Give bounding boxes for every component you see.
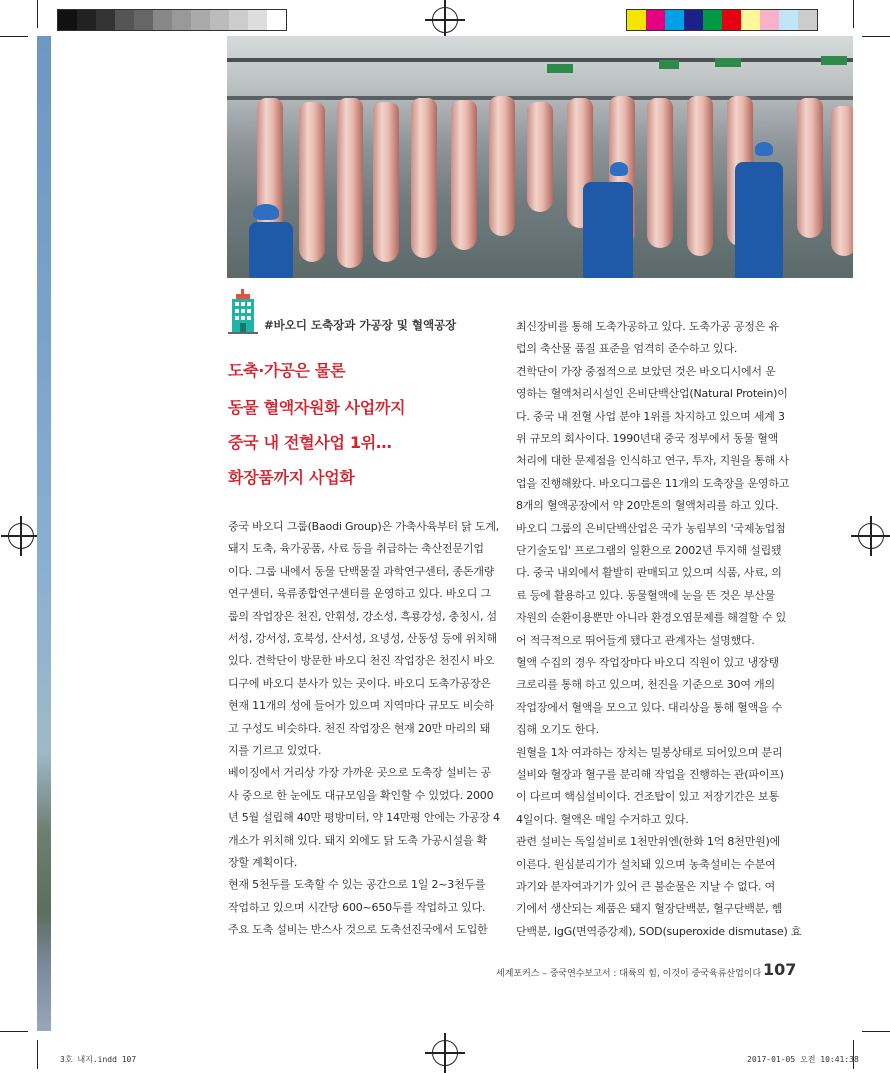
body-text-line: 있다. 견학단이 방문한 바오디 천진 작업장은 천진시 바오 bbox=[228, 654, 495, 668]
facing-page-photo-strip bbox=[37, 36, 51, 1031]
body-text-line: 개소가 위치해 있다. 돼지 외에도 닭 도축 가공시설을 확 bbox=[228, 833, 488, 847]
body-text-line: 현재 5천두를 도축할 수 있는 공간으로 1일 2~3천두를 bbox=[228, 878, 486, 892]
body-text-line: 업을 진행해왔다. 바오디그룹은 11개의 도축장을 운영하고 bbox=[516, 476, 790, 490]
photo-sign bbox=[547, 64, 573, 73]
page-number: 107 bbox=[763, 960, 797, 979]
body-text-line: 위 규모의 회사이다. 1990년대 중국 정부에서 동물 혈액 bbox=[516, 432, 779, 445]
body-text-line: 8개의 혈액공장에서 약 20만톤의 혈액처리를 하고 있다. bbox=[516, 499, 779, 513]
worker bbox=[583, 182, 633, 278]
body-text-line: 자원의 순환이용뿐만 아니라 환경오염문제를 해결할 수 있 bbox=[516, 611, 787, 625]
body-text-line: 원혈을 1차 여과하는 장치는 밀봉상태로 되어있으며 분리 bbox=[516, 745, 783, 759]
body-text-line: 디구에 바오디 분사가 있는 곳이다. 바오디 도축가공장은 bbox=[228, 676, 491, 690]
headline-line: 동물 혈액자원화 사업까지 bbox=[228, 398, 406, 417]
carcass bbox=[411, 98, 437, 258]
headline-line: 도축·가공은 물론 bbox=[228, 361, 346, 380]
carcass bbox=[373, 102, 399, 262]
worker-cap bbox=[755, 142, 773, 156]
body-text-line: 사 중으로 한 눈에도 대규모임을 확인할 수 있었다. 2000 bbox=[228, 788, 494, 802]
body-text-line: 서성, 강서성, 호북성, 산서성, 요녕성, 산동성 등에 위치해 bbox=[228, 632, 497, 645]
slaughterhouse-photo bbox=[227, 36, 853, 278]
body-text-line: 과기와 분자여과기가 있어 큰 불순물은 지날 수 없다. 여 bbox=[516, 880, 776, 893]
slug-file-info: 3호 내지.indd 107 bbox=[60, 1055, 137, 1064]
body-text-line: 단기술도입' 프로그램의 일환으로 2002년 투지해 설립됐 bbox=[516, 544, 782, 557]
carcass bbox=[489, 96, 515, 236]
carcass bbox=[451, 100, 477, 250]
body-text-line: 4일이다. 혈액은 매일 수거하고 있다. bbox=[516, 812, 689, 826]
registration-mark-bottom bbox=[432, 1040, 458, 1066]
body-text-line: 관련 설비는 독일설비로 1천만위엔(한화 1억 8천만원)에 bbox=[516, 835, 781, 849]
body-text-line: 기에서 생산되는 제품은 돼지 혈장단백분, 혈구단백분, 헴 bbox=[516, 902, 783, 916]
carcass bbox=[527, 102, 553, 212]
photo-caption: #바오디 도축장과 가공장 및 혈액공장 bbox=[264, 318, 457, 332]
body-text-line: 설비와 혈장과 혈구를 분리해 작업을 진행하는 관(파이프) bbox=[516, 768, 784, 781]
worker-cap bbox=[253, 204, 279, 220]
headline-line: 화장품까지 사업화 bbox=[228, 468, 355, 487]
carcass bbox=[299, 102, 325, 262]
headline-line: 중국 내 전혈사업 1위… bbox=[228, 433, 392, 452]
body-text-line: 이 다르며 핵심설비이다. 건조탑이 있고 저장기간은 보통 bbox=[516, 790, 779, 804]
body-text-line: 현재 11개의 성에 들어가 있으며 지역마다 규모도 비슷하 bbox=[228, 699, 495, 713]
building-icon bbox=[228, 289, 258, 334]
color-bar bbox=[626, 9, 818, 31]
body-text-line: 지를 기르고 있었다. bbox=[228, 744, 322, 757]
crop-mark bbox=[0, 1031, 28, 1032]
crop-mark bbox=[862, 36, 890, 37]
grayscale-bar bbox=[57, 9, 287, 31]
crop-mark bbox=[37, 0, 38, 28]
photo-sign bbox=[659, 60, 679, 69]
body-text-line: 어 적극적으로 뛰어들게 됐다고 관계자는 설명했다. bbox=[516, 633, 755, 647]
carcass bbox=[831, 106, 853, 256]
body-text-line: 연구센터, 육류종합연구센터를 운영하고 있다. 바오디 그 bbox=[228, 587, 491, 601]
body-text-line: 최신장비를 통해 도축가공하고 있다. 도축가공 공정은 유 bbox=[516, 320, 779, 333]
body-text-line: 중국 바오디 그룹(Baodi Group)은 가축사육부터 닭 도계, bbox=[228, 520, 500, 533]
body-text-line: 견학단이 가장 중점적으로 보았던 것은 바오디시에서 운 bbox=[516, 364, 776, 378]
body-text-line: 작업하고 있으며 시간당 600~650두를 작업하고 있다. bbox=[228, 900, 486, 914]
overhead-rail bbox=[227, 58, 853, 62]
body-text-line: 다. 중국 내외에서 활발히 판매되고 있으며 식품, 사료, 의 bbox=[516, 566, 782, 580]
body-text-line: 료 등에 활용하고 있다. 동물혈액에 눈을 뜬 것은 부산물 bbox=[516, 588, 776, 602]
body-text-line: 다. 중국 내 전혈 사업 분야 1위를 차지하고 있으며 세계 3 bbox=[516, 409, 785, 423]
crop-mark bbox=[853, 0, 854, 28]
body-text-line: 고 구성도 비슷하다. 천진 작업장은 현재 20만 마리의 돼 bbox=[228, 721, 491, 735]
body-text-line: 돼지 도축, 육가공품, 사료 등을 취급하는 축산전문기업 bbox=[228, 542, 484, 556]
photo-sign bbox=[715, 58, 741, 67]
worker-cap bbox=[610, 162, 628, 176]
slug-timestamp: 2017-01-05 오전 10:41:38 bbox=[747, 1055, 859, 1064]
registration-mark-left bbox=[8, 523, 34, 549]
body-text-line: 단백분, IgG(면역증강제), SOD(superoxide dismutase) 효 bbox=[516, 924, 802, 938]
body-text-line: 처리에 대한 문제점을 인식하고 연구, 투자, 지원을 통해 사 bbox=[516, 454, 789, 468]
body-text-line: 영하는 혈액처리시설인 은비단백산업(Natural Protein)이 bbox=[516, 387, 788, 401]
body-text-line: 집해 오기도 한다. bbox=[516, 723, 599, 737]
body-text-line: 작업장에서 혈액을 모으고 있다. 대리상을 통해 혈액을 수 bbox=[516, 700, 783, 714]
carcass bbox=[797, 98, 823, 238]
worker bbox=[249, 222, 293, 278]
worker bbox=[735, 162, 783, 278]
body-text-line: 크로리를 통해 하고 있으며, 천진을 기준으로 30여 개의 bbox=[516, 678, 775, 692]
body-text-line: 장할 계획이다. bbox=[228, 856, 298, 869]
body-text-line: 혈액 수집의 경우 작업장마다 바오디 직원이 있고 냉장탱 bbox=[516, 656, 779, 669]
photo-sign bbox=[821, 56, 847, 65]
running-footer: 세계포커스 – 중국연수보고서 : 대륙의 힘, 이것이 중국육류산업이다 bbox=[496, 969, 762, 979]
body-text-line: 이른다. 원심분리기가 설치돼 있으며 농축설비는 수분여 bbox=[516, 857, 776, 871]
overhead-rail bbox=[227, 96, 853, 100]
registration-mark-right bbox=[858, 523, 884, 549]
crop-mark bbox=[0, 36, 28, 37]
carcass bbox=[337, 98, 363, 268]
registration-mark-top bbox=[432, 7, 458, 33]
carcass bbox=[647, 98, 673, 248]
body-text-line: 럽의 축산물 품질 표준을 엄격히 준수하고 있다. bbox=[516, 342, 738, 356]
carcass bbox=[687, 96, 713, 256]
body-text-line: 룹의 작업장은 천진, 안휘성, 강소성, 흑룡강성, 충칭시, 섬 bbox=[228, 609, 497, 623]
body-text-line: 이다. 그룹 내에서 동물 단백물질 과학연구센터, 종돈개량 bbox=[228, 564, 495, 578]
crop-mark bbox=[37, 1040, 38, 1069]
body-text-line: 주요 도축 설비는 반스사 것으로 도축선진국에서 도입한 bbox=[228, 923, 488, 937]
body-text-line: 베이징에서 거리상 가장 가까운 곳으로 도축장 설비는 공 bbox=[228, 766, 491, 780]
crop-mark bbox=[862, 1031, 890, 1032]
body-text-line: 바오디 그룹의 은비단백산업은 국가 농림부의 '국제농업첨 bbox=[516, 521, 786, 535]
body-text-line: 년 5월 설립해 40만 평방미터, 약 14만평 안에는 가공장 4 bbox=[228, 811, 500, 825]
